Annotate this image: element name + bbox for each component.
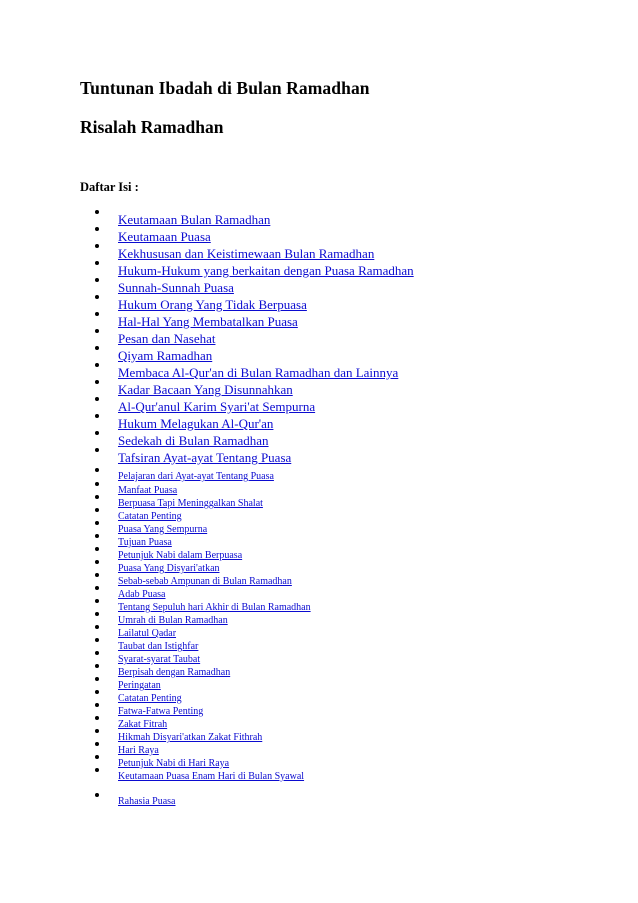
toc-link[interactable]: Umrah di Bulan Ramadhan [118, 615, 228, 626]
bullet-icon [95, 651, 99, 655]
bullet-icon [95, 261, 99, 265]
toc-link[interactable]: Berpuasa Tapi Meninggalkan Shalat [118, 498, 263, 509]
bullet-icon [95, 295, 99, 299]
toc-link[interactable]: Keutamaan Puasa [118, 229, 211, 244]
toc-link[interactable]: Sunnah-Sunnah Puasa [118, 280, 234, 295]
toc-link[interactable]: Hari Raya [118, 745, 159, 756]
bullet-icon [95, 312, 99, 316]
toc-link[interactable]: Puasa Yang Disyari'atkan [118, 563, 220, 574]
toc-link[interactable]: Rahasia Puasa [118, 796, 176, 807]
toc-link[interactable]: Tentang Sepuluh hari Akhir di Bulan Ramadhan [118, 602, 311, 613]
bullet-icon [95, 586, 99, 590]
bullet-icon [95, 244, 99, 248]
bullet-icon [95, 625, 99, 629]
document-subtitle: Risalah Ramadhan [80, 117, 224, 137]
toc-link[interactable]: Qiyam Ramadhan [118, 348, 213, 363]
bullet-icon [95, 468, 99, 472]
bullet-icon [95, 448, 99, 452]
bullet-icon [95, 547, 99, 551]
bullet-icon [95, 560, 99, 564]
toc-heading: Daftar Isi : [80, 180, 139, 194]
toc-link[interactable]: Pesan dan Nasehat [118, 331, 216, 346]
bullet-icon [95, 742, 99, 746]
toc-link[interactable]: Hal-Hal Yang Membatalkan Puasa [118, 314, 298, 329]
toc-link[interactable]: Syarat-syarat Taubat [118, 654, 201, 665]
toc-link[interactable]: Membaca Al-Qur'an di Bulan Ramadhan dan Lainnya [118, 365, 399, 380]
toc-link[interactable]: Catatan Penting [118, 511, 182, 522]
toc-link[interactable]: Tujuan Puasa [118, 537, 172, 548]
bullet-icon [95, 690, 99, 694]
bullet-icon [95, 521, 99, 525]
bullet-icon [95, 573, 99, 577]
toc-link[interactable]: Tafsiran Ayat-ayat Tentang Puasa [118, 450, 292, 465]
toc-link[interactable]: Hukum-Hukum yang berkaitan dengan Puasa Ramadhan [118, 263, 414, 278]
bullet-icon [95, 612, 99, 616]
toc-link[interactable]: Sedekah di Bulan Ramadhan [118, 433, 269, 448]
bullet-icon [95, 677, 99, 681]
bullet-icon [95, 397, 99, 401]
toc-link[interactable]: Kekhususan dan Keistimewaan Bulan Ramadhan [118, 246, 375, 261]
toc-link[interactable]: Hukum Orang Yang Tidak Berpuasa [118, 297, 307, 312]
toc-link[interactable]: Hukum Melagukan Al-Qur'an [118, 416, 274, 431]
bullet-icon [95, 638, 99, 642]
bullet-icon [95, 768, 99, 772]
toc-link[interactable]: Keutamaan Bulan Ramadhan [118, 212, 271, 227]
toc-link[interactable]: Petunjuk Nabi di Hari Raya [118, 758, 230, 769]
toc-link[interactable]: Adab Puasa [118, 589, 166, 600]
bullet-icon [95, 716, 99, 720]
toc-link[interactable]: Lailatul Qadar [118, 628, 177, 639]
bullet-icon [95, 729, 99, 733]
bullet-icon [95, 278, 99, 282]
bullet-icon [95, 703, 99, 707]
toc-link[interactable]: Keutamaan Puasa Enam Hari di Bulan Syawal [118, 771, 305, 782]
bullet-icon [95, 346, 99, 350]
bullet-icon [95, 793, 99, 797]
toc-link[interactable]: Hikmah Disyari'atkan Zakat Fithrah [118, 732, 263, 743]
toc-link[interactable]: Taubat dan Istighfar [118, 641, 199, 652]
bullet-icon [95, 431, 99, 435]
bullet-icon [95, 664, 99, 668]
toc-link[interactable]: Manfaat Puasa [118, 485, 178, 496]
bullet-icon [95, 755, 99, 759]
toc-link[interactable]: Berpisah dengan Ramadhan [118, 667, 231, 678]
bullet-icon [95, 534, 99, 538]
toc-link[interactable]: Sebab-sebab Ampunan di Bulan Ramadhan [118, 576, 292, 587]
toc-link[interactable]: Fatwa-Fatwa Penting [118, 706, 204, 717]
bullet-icon [95, 599, 99, 603]
bullet-icon [95, 380, 99, 384]
bullet-icon [95, 329, 99, 333]
bullet-icon [95, 482, 99, 486]
toc-link[interactable]: Petunjuk Nabi dalam Berpuasa [118, 550, 243, 561]
toc-link[interactable]: Zakat Fitrah [118, 719, 168, 730]
bullet-icon [95, 363, 99, 367]
bullet-icon [95, 227, 99, 231]
bullet-icon [95, 508, 99, 512]
bullet-icon [95, 495, 99, 499]
toc-link[interactable]: Peringatan [118, 680, 161, 691]
toc-link[interactable]: Pelajaran dari Ayat-ayat Tentang Puasa [118, 471, 274, 482]
toc-link[interactable]: Catatan Penting [118, 693, 182, 704]
toc-link[interactable]: Kadar Bacaan Yang Disunnahkan [118, 382, 293, 397]
toc-link[interactable]: Al-Qur'anul Karim Syari'at Sempurna [118, 399, 316, 414]
toc-link[interactable]: Puasa Yang Sempurna [118, 524, 208, 535]
bullet-icon [95, 414, 99, 418]
document-title: Tuntunan Ibadah di Bulan Ramadhan [80, 78, 370, 98]
bullet-icon [95, 210, 99, 214]
